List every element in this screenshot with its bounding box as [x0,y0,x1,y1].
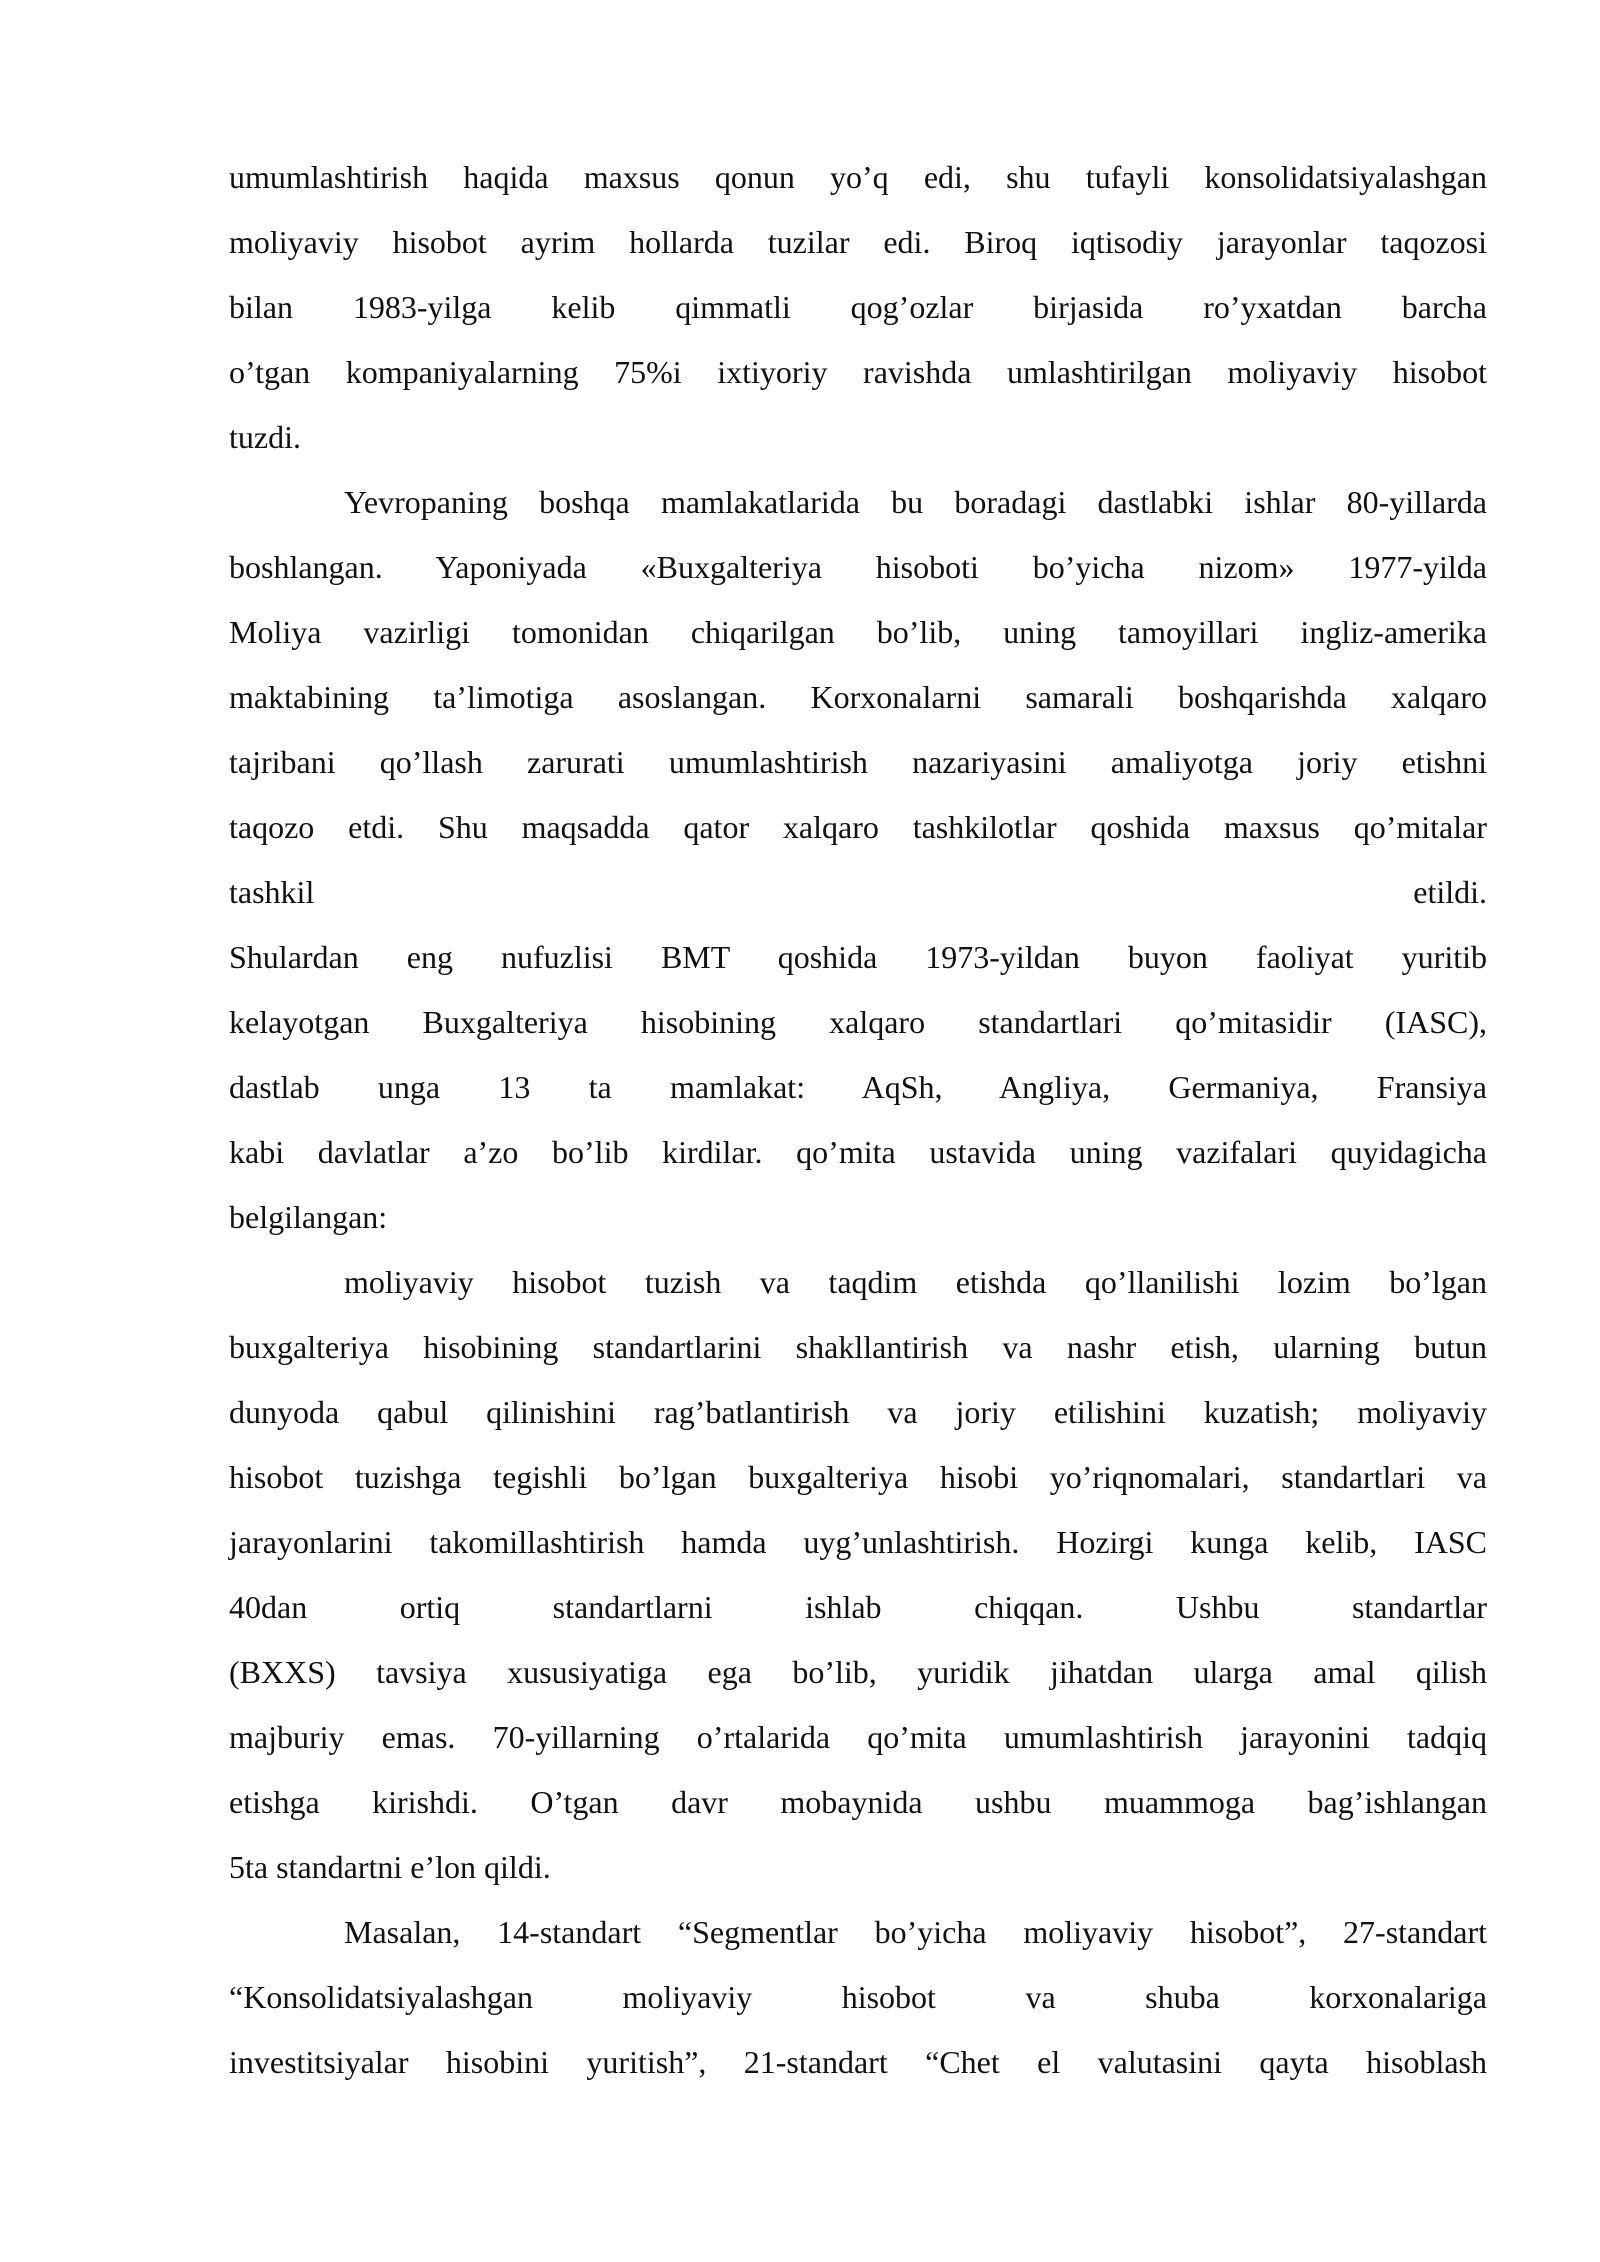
text-line: umumlashtirish haqida maxsus qonun yo’q edi, shu tufayli konsolidatsiyalashgan [229,159,1487,195]
text-line: tajribani qo’llash zarurati umumlashtirish nazariyasini amaliyotga joriy etishni [229,744,1487,780]
text-line: jarayonlarini takomillashtirish hamda uyg’unlashtirish. Hozirgi kunga kelib, IASC [229,1524,1487,1560]
text-line: buxgalteriya hisobining standartlarini shakllantirish va nashr etish, ularning butun [229,1329,1487,1365]
text-line: dastlab unga 13 ta mamlakat: AqSh, Angliya, Germaniya, Fransiya [229,1069,1487,1105]
document-page [229,145,1487,2095]
text-line: Masalan, 14-standart “Segmentlar bo’yicha moliyaviy hisobot”, 27-standart [344,1914,1487,1950]
text-line: kabi davlatlar a’zo bo’lib kirdilar. qo’mita ustavida uning vazifalari quyidagicha [229,1134,1487,1170]
text-line: Yevropaning boshqa mamlakatlarida bu boradagi dastlabki ishlar 80-yillarda [344,484,1487,520]
text-line: tuzdi. [229,419,301,455]
text-line: moliyaviy hisobot ayrim hollarda tuzilar edi. Biroq iqtisodiy jarayonlar taqozosi [229,224,1487,260]
text-line: o’tgan kompaniyalarning 75%i ixtiyoriy ravishda umlashtirilgan moliyaviy hisobot [229,354,1487,390]
text-line: (BXXS) tavsiya xususiyatiga ega bo’lib, yuridik jihatdan ularga amal qilish [229,1654,1487,1690]
text-line: 40dan ortiq standartlarni ishlab chiqqan. Ushbu standartlar [229,1589,1487,1625]
text-line: bilan 1983-yilga kelib qimmatli qog’ozlar birjasida ro’yxatdan barcha [229,289,1487,325]
text-line: “Konsolidatsiyalashgan moliyaviy hisobot va shuba korxonalariga [229,1979,1487,2015]
text-line: majburiy emas. 70-yillarning o’rtalarida qo’mita umumlashtirish jarayonini tadqiq [229,1719,1487,1755]
text-line: etishga kirishdi. O’tgan davr mobaynida ushbu muammoga bag’ishlangan [229,1784,1487,1820]
text-line: boshlangan. Yaponiyada «Buxgalteriya hisoboti bo’yicha nizom» 1977-yilda [229,549,1487,585]
text-line: dunyoda qabul qilinishini rag’batlantirish va joriy etilishini kuzatish; moliyaviy [229,1394,1487,1430]
text-line: 5ta standartni e’lon qildi. [229,1849,551,1885]
text-line: hisobot tuzishga tegishli bo’lgan buxgalteriya hisobi yo’riqnomalari, standartlari va [229,1459,1487,1495]
text-line: Moliya vazirligi tomonidan chiqarilgan bo’lib, uning tamoyillari ingliz-amerika [229,614,1487,650]
text-line: moliyaviy hisobot tuzish va taqdim etishda qo’llanilishi lozim bo’lgan [344,1264,1487,1300]
text-line: investitsiyalar hisobini yuritish”, 21-standart “Chet el valutasini qayta hisoblash [229,2044,1487,2080]
text-line: taqozo etdi. Shu maqsadda qator xalqaro tashkilotlar qoshida maxsus qo’mitalar [229,809,1487,845]
text-line: kelayotgan Buxgalteriya hisobining xalqaro standartlari qo’mitasidir (IASC), [229,1004,1487,1040]
document-body [229,145,1487,2095]
text-line: belgilangan: [229,1199,388,1235]
text-line: maktabining ta’limotiga asoslangan. Korxonalarni samarali boshqarishda xalqaro [229,679,1487,715]
text-line: tashkil etildi. [229,874,1487,910]
text-line: Shulardan eng nufuzlisi BMT qoshida 1973-yildan buyon faoliyat yuritib [229,939,1487,975]
